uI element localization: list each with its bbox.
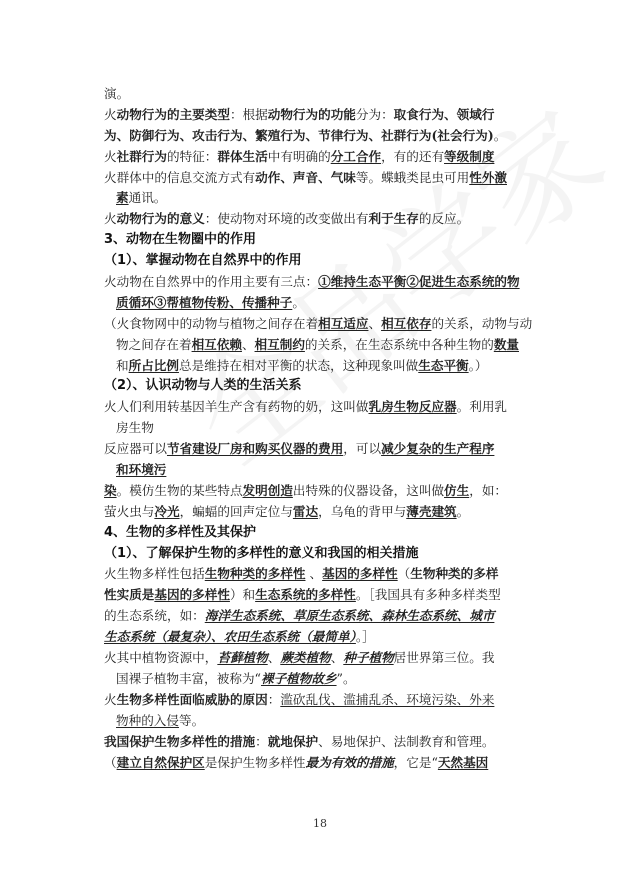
text-line — [104, 105, 538, 126]
text-segment: 火生物多样性包括 — [104, 566, 205, 582]
text-line — [104, 439, 538, 460]
text-segment: 苔藓植物 — [217, 650, 268, 666]
text-line — [104, 397, 538, 418]
text-segment: 火人们利用转基因羊生产含有药物的奶，这叫做 — [104, 399, 369, 415]
text-segment: 建立自然保护区 — [116, 754, 205, 770]
text-segment: 、 — [330, 650, 344, 666]
text-segment: 、易地保护、法制教育和管理。 — [318, 733, 495, 749]
text-line — [104, 732, 538, 753]
text-segment: 减少复杂的生产程序 — [381, 441, 495, 457]
section-heading — [104, 251, 538, 272]
text-line — [104, 669, 538, 690]
text-segment: 动物行为的功能 — [267, 106, 356, 122]
text-segment: 是保护生物多样性 — [204, 754, 306, 770]
text-segment: ，乌龟的背甲与 — [318, 503, 407, 519]
text-segment: 3、动物在生物圈中的作用 — [104, 232, 257, 248]
text-segment: （ — [104, 754, 117, 770]
text-segment: 相互适应 — [318, 315, 369, 331]
text-line — [104, 84, 538, 105]
text-segment: 火 — [104, 106, 117, 122]
text-segment: 火 — [104, 211, 117, 227]
section-heading — [104, 544, 538, 565]
text-segment: 生物多样性面临威胁的原因 — [116, 691, 268, 707]
text-line — [104, 335, 538, 356]
text-line — [104, 502, 538, 523]
text-segment: 。 — [292, 294, 305, 310]
text-segment: ，如： — [469, 482, 507, 498]
text-segment: 基因的多样性 — [322, 566, 398, 582]
text-segment: （1）、掌握动物在自然界中的作用 — [104, 253, 302, 269]
text-segment: ，有的还有 — [381, 148, 445, 164]
text-segment: 和 — [116, 357, 129, 373]
text-segment: 总是维持在相对平衡的状态，这种现象叫做 — [178, 357, 419, 373]
text-segment: 基因的多样性 — [154, 587, 230, 603]
text-segment: ：根据 — [229, 106, 268, 122]
text-segment: （1）、了解保护生物的多样性的意义和我国的相关措施 — [104, 545, 419, 561]
text-line — [104, 418, 538, 439]
text-segment: 物之间存在着 — [116, 336, 192, 352]
section-heading — [104, 230, 538, 251]
text-segment: 性实质是 — [104, 587, 155, 603]
text-segment: 雷达 — [292, 503, 319, 519]
text-segment: （ — [397, 566, 411, 582]
text-segment: 数量 — [493, 336, 519, 352]
text-segment: （2）、认识动物与人类的生活关系 — [104, 378, 302, 394]
text-segment: 种子植物 — [343, 650, 394, 666]
text-segment: 生态系统（最复杂）、农田生态系统（最简单） — [104, 629, 356, 645]
text-segment: 的关系，动物与动 — [431, 315, 533, 331]
text-segment: 动物行为的主要类型 — [116, 106, 230, 122]
text-segment: 火群体中的信息交流方式有 — [104, 169, 256, 185]
text-segment: （火食物网中的动物与植物之间存在着 — [104, 315, 319, 331]
text-segment: 演。 — [104, 86, 130, 101]
text-segment: 取食行为、领域行 — [393, 106, 495, 122]
page-number: 18 — [313, 817, 327, 830]
text-segment: 等。蝶蛾类昆虫可用 — [355, 169, 470, 185]
text-segment: 生态平衡 — [418, 357, 469, 373]
text-segment: 中有明确的 — [267, 148, 331, 164]
text-segment: 。模仿生物的某些特点 — [116, 482, 243, 498]
text-segment: 相互制约 — [254, 336, 305, 352]
text-line — [104, 481, 538, 502]
text-line — [104, 648, 538, 669]
text-segment: 、 — [241, 336, 255, 352]
text-segment: 生物种类的多样性 — [204, 566, 306, 582]
section-heading — [104, 523, 538, 544]
text-segment: ，它是“ — [393, 754, 438, 770]
text-segment: 火 — [104, 148, 117, 164]
text-line — [104, 460, 538, 481]
text-segment: 物种的入侵 — [116, 712, 179, 728]
text-segment: 所占比例 — [128, 357, 179, 373]
text-segment: 乳房生物反应器 — [368, 399, 457, 415]
text-segment: 染 — [104, 482, 117, 498]
text-segment: ①维持生态平衡②促进生态系统的物 — [318, 274, 520, 290]
text-line — [104, 126, 538, 147]
text-segment: 。［我国具有多种多样类型 — [355, 587, 501, 603]
text-segment: 分工合作 — [330, 148, 382, 164]
text-segment: 。 — [456, 503, 470, 519]
text-segment: ”。 — [336, 670, 356, 686]
text-segment: 等级制度 — [444, 148, 495, 164]
text-segment: 的生态系统，如： — [104, 608, 205, 624]
text-segment: 。］ — [355, 629, 375, 645]
text-segment: 社群行为 — [116, 148, 167, 164]
text-segment: 薄壳建筑 — [406, 503, 457, 519]
text-line — [104, 627, 538, 648]
text-segment: 就地保护 — [267, 733, 319, 749]
text-segment: 火 — [104, 691, 117, 707]
text-segment: ： — [255, 733, 268, 749]
text-line — [104, 690, 538, 711]
section-heading — [104, 376, 538, 397]
text-segment: 4、生物的多样性及其保护 — [104, 524, 257, 540]
text-line — [104, 753, 538, 774]
text-segment: ，可以 — [343, 441, 382, 457]
text-segment: 最为有效的措施 — [305, 754, 394, 770]
text-segment: 和环境污 — [116, 462, 167, 478]
text-segment: 火其中植物资源中， — [104, 650, 218, 666]
text-segment: 仿生 — [444, 482, 470, 498]
text-segment: 群体生活 — [217, 148, 268, 164]
text-line — [104, 711, 538, 732]
text-segment: 相互依赖 — [191, 336, 242, 352]
text-segment: 出特殊的仪器设备，这叫做 — [292, 482, 445, 498]
text-line — [104, 272, 538, 293]
text-segment: 素 — [116, 190, 129, 206]
text-segment: 动物行为的意义 — [116, 211, 205, 227]
text-segment: 居世界第三位。我 — [393, 650, 495, 666]
text-segment: 火动物在自然界中的作用主要有三点： — [104, 274, 319, 290]
text-segment: 国裸子植物丰富，被称为“ — [116, 670, 261, 686]
text-segment: 。利用乳 — [456, 399, 507, 415]
text-segment: ： — [267, 691, 281, 707]
text-segment: 天然基因 — [437, 754, 489, 770]
text-segment: 裸子植物故乡 — [260, 670, 337, 686]
text-line — [104, 606, 538, 627]
text-segment: 我国保护生物多样性的措施 — [104, 733, 256, 749]
text-segment: 冷光 — [154, 503, 180, 519]
text-segment: 动作、声音、气味 — [255, 169, 356, 185]
text-segment: 反应器可以 — [104, 441, 167, 457]
text-segment: 。） — [468, 357, 488, 373]
text-segment: ）和 — [229, 587, 256, 603]
text-segment: 发明创造 — [242, 482, 293, 498]
text-segment: 性外激 — [469, 169, 507, 185]
text-segment: 萤火虫与 — [104, 503, 155, 519]
text-segment: 质循环③帮植物传粉、传播种子 — [116, 294, 293, 310]
page-content — [104, 84, 538, 773]
text-segment: 等。 — [178, 712, 205, 728]
text-line — [104, 168, 538, 189]
text-segment: 分为： — [355, 106, 394, 122]
text-segment: 生态系统的多样性 — [255, 587, 356, 603]
text-line — [104, 209, 538, 230]
text-segment: 、 — [305, 566, 323, 582]
text-segment: ：使动物对环境的改变做出有 — [204, 211, 369, 227]
text-segment: 相互依存 — [381, 315, 432, 331]
text-segment: 滥砍乱伐、滥捕乱杀、环境污染、外来 — [280, 691, 495, 707]
text-segment: 通讯。 — [128, 190, 167, 206]
text-line — [104, 356, 538, 377]
text-line — [104, 147, 538, 168]
text-line — [104, 293, 538, 314]
text-segment: 利于生存 — [368, 211, 419, 227]
text-segment: 海洋生态系统、草原生态系统、森林生态系统、城市 — [204, 608, 495, 624]
text-segment: 、 — [267, 650, 281, 666]
text-segment: 为、防御行为、攻击行为、繁殖行为、节律行为、社群行为(社会行为) — [104, 127, 494, 143]
text-segment: 。 — [493, 127, 507, 143]
text-segment: ，蝙蝠的回声定位与 — [179, 503, 293, 519]
text-segment: 生物种类的多样 — [410, 566, 499, 582]
text-segment: 的特征： — [166, 148, 218, 164]
text-line — [104, 564, 538, 585]
text-segment: 、 — [368, 315, 382, 331]
text-segment: 的关系，在生态系统中各种生物的 — [304, 336, 494, 352]
text-segment: 房生物 — [116, 420, 154, 436]
text-line — [104, 585, 538, 606]
text-line — [104, 314, 538, 335]
text-segment: 蕨类植物 — [280, 650, 331, 666]
text-segment: 的反应。 — [418, 211, 470, 227]
text-line — [104, 188, 538, 209]
text-segment: 节省建设厂房和购买仪器的费用 — [166, 441, 344, 457]
